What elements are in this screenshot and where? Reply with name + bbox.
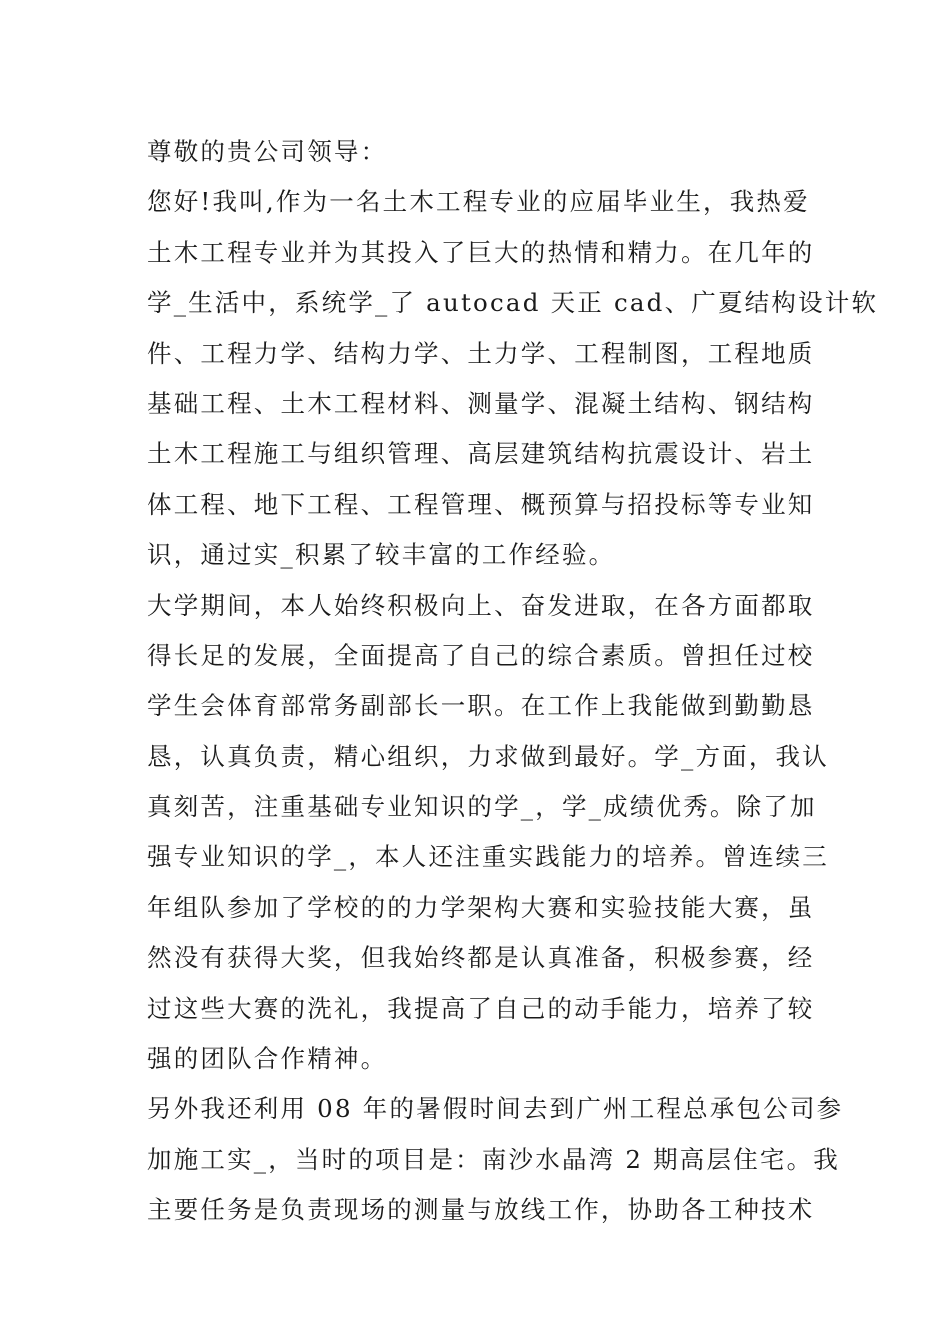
text-line: 强的团队合作精神。 bbox=[147, 1044, 388, 1074]
text-line: 件、工程力学、结构力学、土力学、工程制图，工程地质 bbox=[147, 338, 815, 368]
salutation-line: 尊敬的贵公司领导： bbox=[147, 137, 388, 166]
text-line: 识，通过实_积累了较丰富的工作经验。 bbox=[147, 540, 616, 570]
text-line: 基础工程、土木工程材料、测量学、混凝土结构、钢结构 bbox=[147, 388, 815, 418]
text-line: 土木工程专业并为其投入了巨大的热情和精力。在几年的 bbox=[147, 237, 815, 267]
text-line: 得长足的发展，全面提高了自己的综合素质。曾担任过校 bbox=[147, 640, 815, 670]
text-line: 加施工实_，当时的项目是：南沙水晶湾 2 期高层住宅。我 bbox=[147, 1144, 841, 1174]
text-line: 土木工程施工与组织管理、高层建筑结构抗震设计、岩土 bbox=[147, 439, 815, 469]
text-line: 学生会体育部常务副部长一职。在工作上我能做到勤勤恳 bbox=[147, 691, 815, 721]
text-line: 过这些大赛的洗礼，我提高了自己的动手能力，培养了较 bbox=[147, 993, 815, 1023]
text-line: 您好!我叫,作为一名土木工程专业的应届毕业生，我热爱 bbox=[147, 187, 810, 217]
text-line: 真刻苦，注重基础专业知识的学_，学_成绩优秀。除了加 bbox=[147, 792, 817, 822]
text-line: 然没有获得大奖，但我始终都是认真准备，积极参赛，经 bbox=[147, 943, 815, 973]
letter-body bbox=[147, 127, 879, 1236]
text-line: 体工程、地下工程、工程管理、概预算与招投标等专业知 bbox=[147, 489, 815, 519]
text-line: 大学期间，本人始终积极向上、奋发进取，在各方面都取 bbox=[147, 590, 815, 620]
text-line: 恳，认真负责，精心组织，力求做到最好。学_方面，我认 bbox=[147, 741, 829, 771]
text-line: 主要任务是负责现场的测量与放线工作，协助各工种技术 bbox=[147, 1195, 815, 1225]
text-line: 学_生活中，系统学_了 autocad 天正 cad、广夏结构设计软 bbox=[147, 288, 879, 318]
text-line: 年组队参加了学校的的力学架构大赛和实验技能大赛，虽 bbox=[147, 892, 815, 922]
text-line: 强专业知识的学_，本人还注重实践能力的培养。曾连续三 bbox=[147, 842, 829, 872]
text-line: 另外我还利用 08 年的暑假时间去到广州工程总承包公司参 bbox=[147, 1094, 844, 1124]
